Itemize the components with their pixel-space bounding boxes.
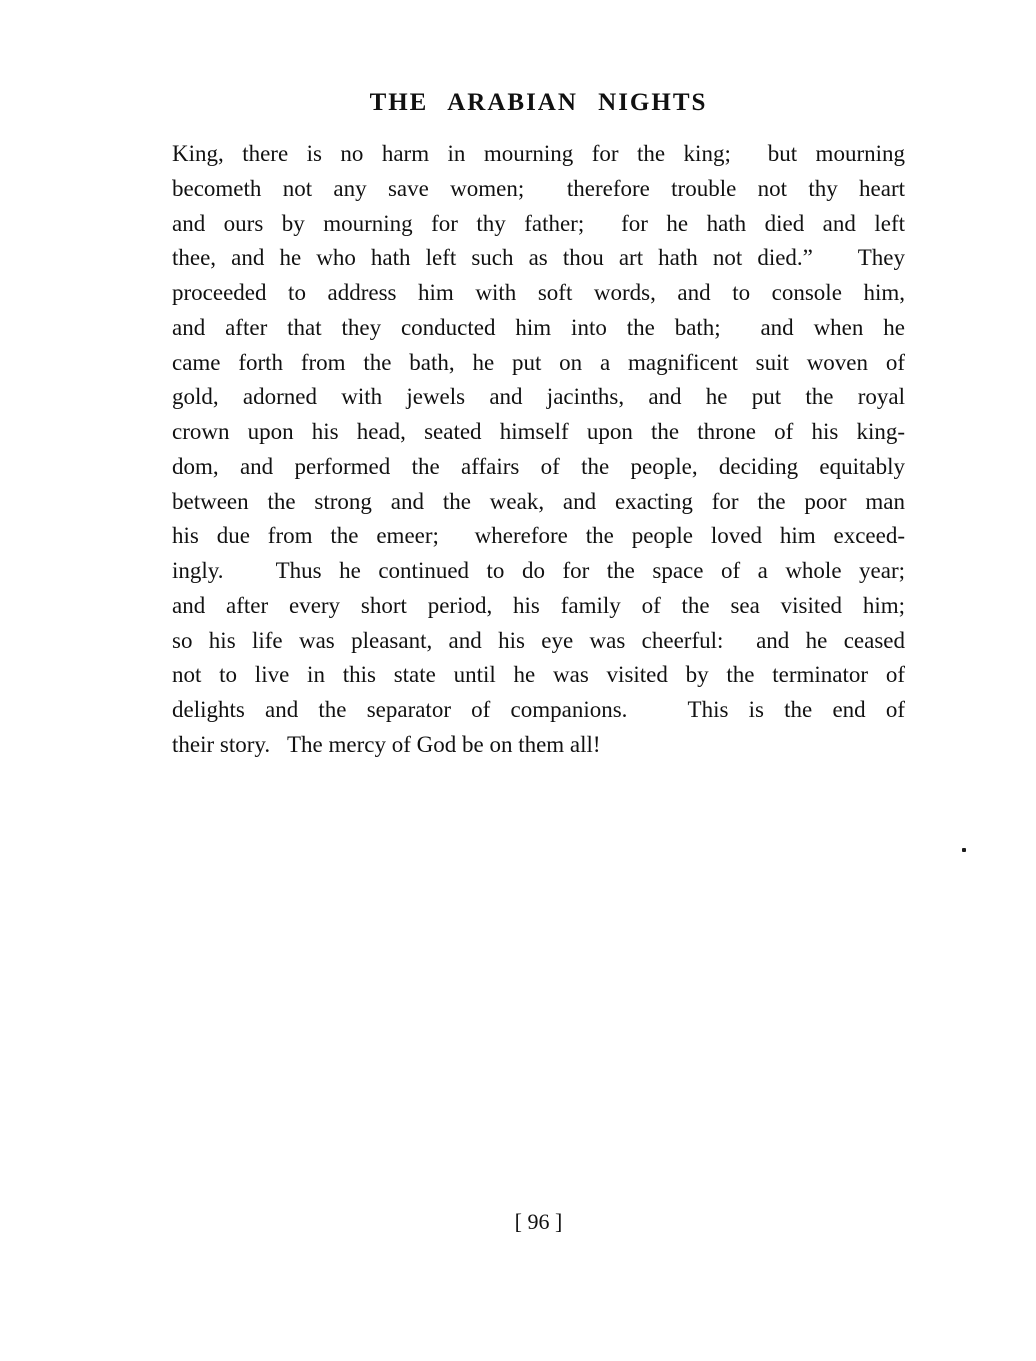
text-line: and ours by mourning for thy father; for he hath died and left [172, 210, 905, 236]
text-line: came forth from the bath, he put on a magnificent suit woven of [172, 349, 905, 375]
text-line: dom, and performed the affairs of the people, deciding equitably [172, 453, 905, 479]
text-line: crown upon his head, seated himself upon the throne of his king- [172, 419, 905, 444]
text-line: their story. The mercy of God be on them all! [172, 731, 601, 757]
text-line: and after that they conducted him into the bath; and when he [172, 314, 905, 340]
paragraph-block [172, 137, 905, 763]
running-header: THE ARABIAN NIGHTS [369, 89, 708, 116]
page-number: [ 96 ] [514, 1209, 563, 1234]
ink-speck [962, 848, 966, 852]
text-line: delights and the separator of companions. This is the end of [172, 697, 905, 722]
text-line: ingly. Thus he continued to do for the space of a whole year; [172, 558, 905, 583]
text-line: so his life was pleasant, and his eye was cheerful: and he ceased [172, 627, 905, 653]
text-line: gold, adorned with jewels and jacinths, and he put the royal [172, 384, 905, 410]
text-line: between the strong and the weak, and exacting for the poor man [172, 488, 905, 514]
text-line: becometh not any save women; therefore trouble not thy heart [172, 175, 905, 201]
text-line: King, there is no harm in mourning for the king; but mourning [172, 141, 905, 166]
text-line: proceeded to address him with soft words, and to console him, [172, 280, 905, 305]
text-line: thee, and he who hath left such as thou art hath not died.” They [172, 245, 905, 271]
text-line: not to live in this state until he was visited by the terminator of [172, 662, 905, 688]
text-line: his due from the emeer; wherefore the people loved him exceed- [172, 523, 905, 549]
text-line: and after every short period, his family of the sea visited him; [172, 592, 905, 618]
